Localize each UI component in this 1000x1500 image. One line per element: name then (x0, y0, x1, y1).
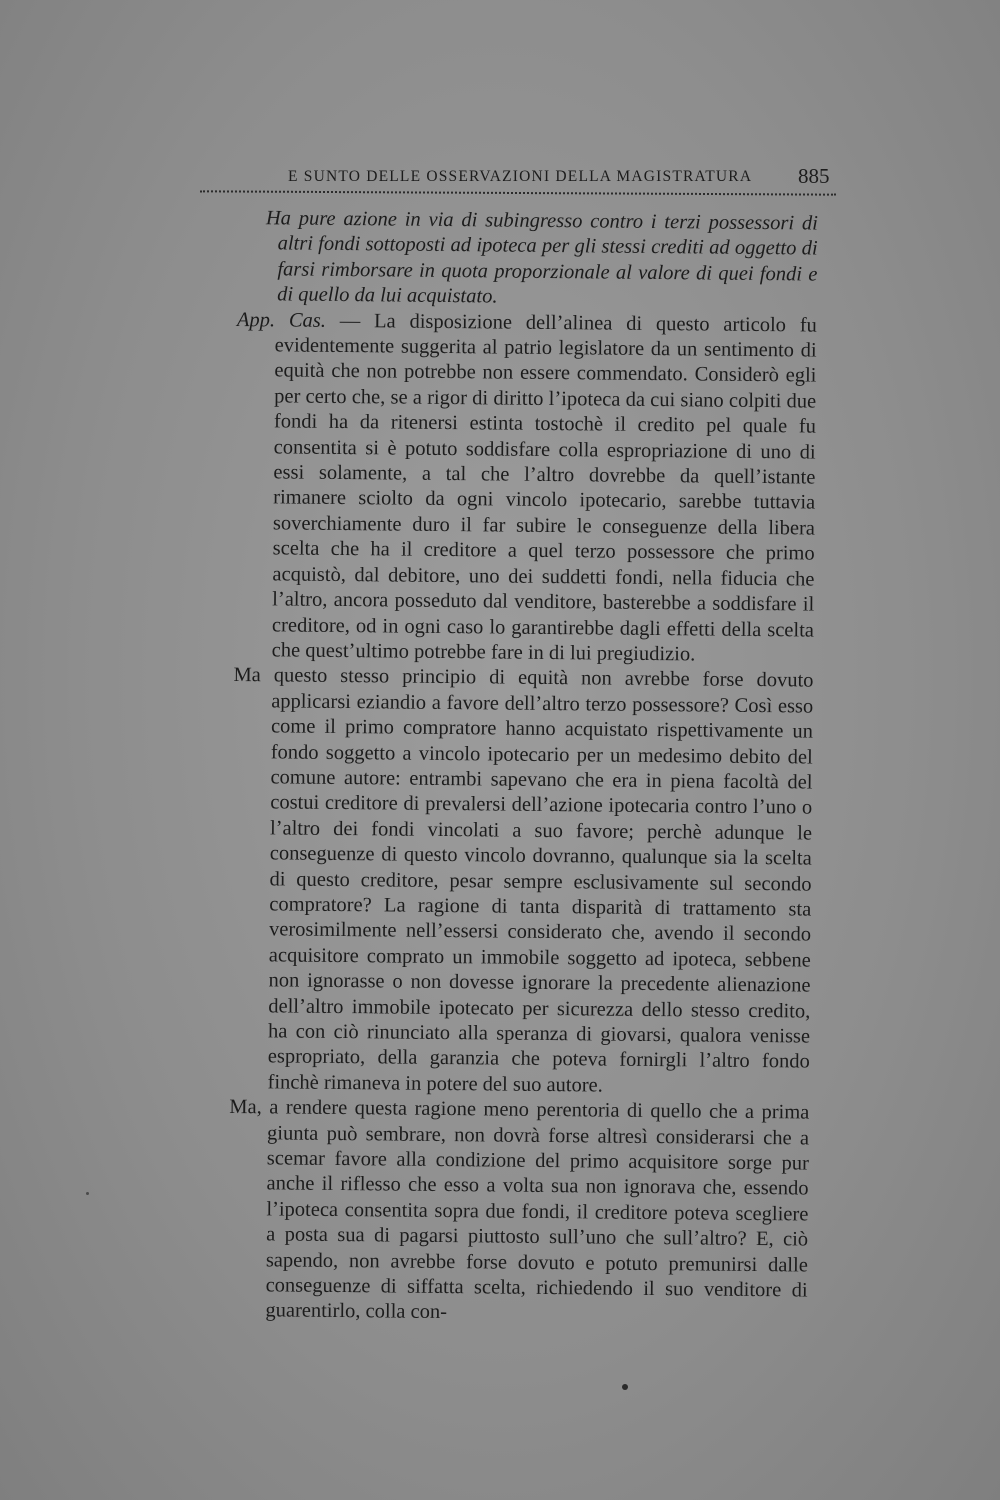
running-head: E SUNTO DELLE OSSERVAZIONI DELLA MAGISTRATURA (288, 168, 753, 185)
paragraph-lead: App. Cas. (236, 308, 327, 332)
header-dotted-rule (200, 190, 836, 195)
paragraph-equita: Ma questo stesso principio di equità non avrebbe forse dovuto applicarsi eziandio a favore dell’altro terzo possessore? Così esso come il primo compratore hanno acquistato rispettivamente un fondo soggetto a vincolo ipotecario per un medesimo debito del comune autore: entrambi sapevano che era in piena facoltà del costui creditore di prevalersi dell’azione ipotecaria contro l’uno o l’altro dei fondi vincolati a suo favore; perchè adunque le conseguenze di questo vincolo dovranno, qualunque sia la scelta di questo creditore, pesar sempre esclusivamente sul secondo compratore? La ragione di tanta disparità di trattamento sta verosimilmente nell’essersi considerato che, avendo il secondo acquisitore comprato un immobile soggetto ad ipoteca, sebbene non ignorasse o non dovesse ignorare la precedente alienazione dell’altro immobile ipotecato per sicurezza dello stesso credito, ha con ciò rinunciato alla speranza di giovarsi, qualora venisse espropriato, della garanzia che poteva fornirgli l’altro fondo finchè rimaneva in potere del suo autore. (233, 664, 814, 1097)
page-number: 885 (798, 164, 830, 188)
paragraph-ragione: Ma, a rendere questa ragione meno perentoria di quello che a prima giunta può sembrare, non dovrà forse altresì considerarsi che a scemar favore alla condizione del primo acquisitore sorge pur anche il riflesso che esso a volta sua non ignorava che, essendo l’ipoteca consentita sopra due fondi, il creditore poteva scegliere a posta sua di pagarsi piuttosto sull’uno che sull’altro? E, ciò sapendo, non avrebbe forse dovuto e potuto premunirsi dalle conseguenze di siffatta scelta, richiedendo il suo venditore di guarentirlo, colla con- (229, 1096, 810, 1324)
paragraph-app-cas (234, 308, 817, 669)
italic-article-text: Ha pure azione in via di subingresso contro i terzi possessori di altri fondi sottoposti ad ipoteca per gli stessi crediti ad oggetto di farsi rimborsare in quota proporzionale al valore di quei fondi e di quello da lui acquistato. (265, 207, 818, 308)
page-header (200, 160, 840, 200)
ink-spot (622, 1384, 628, 1390)
ink-spot (86, 1192, 89, 1195)
body-text (227, 206, 818, 1329)
paragraph-text: — La disposizione dell’alinea di questo articolo fu evidentemente suggerita al patrio legislatore da un sentimento di equità che non potrebbe non essere commendato. Considerò egli per certo che, se a rigor di diritto l’ipoteca da cui siano colpiti due fondi ha da ritenersi estinta tostochè il credito pel quale fu consentita si è potuto soddisfare colla espropriazione di uno di essi solamente, a tal che l’altro dovrebbe da quell’istante rimanere sciolto da ogni vincolo ipotecario, sarebbe tuttavia soverchiamente duro il far subire le conseguenze della libera scelta che ha il creditore a quel terzo possessore che primo acquistò, dal debitore, uno dei suddetti fondi, nella fiducia che l’altro, ancora posseduto dal venditore, basterebbe a soddisfare il creditore, od in ogni caso lo garantirebbe dagli effetti della scelta che quest’ultimo potrebbe fare in di lui pregiudizio. (271, 309, 817, 666)
